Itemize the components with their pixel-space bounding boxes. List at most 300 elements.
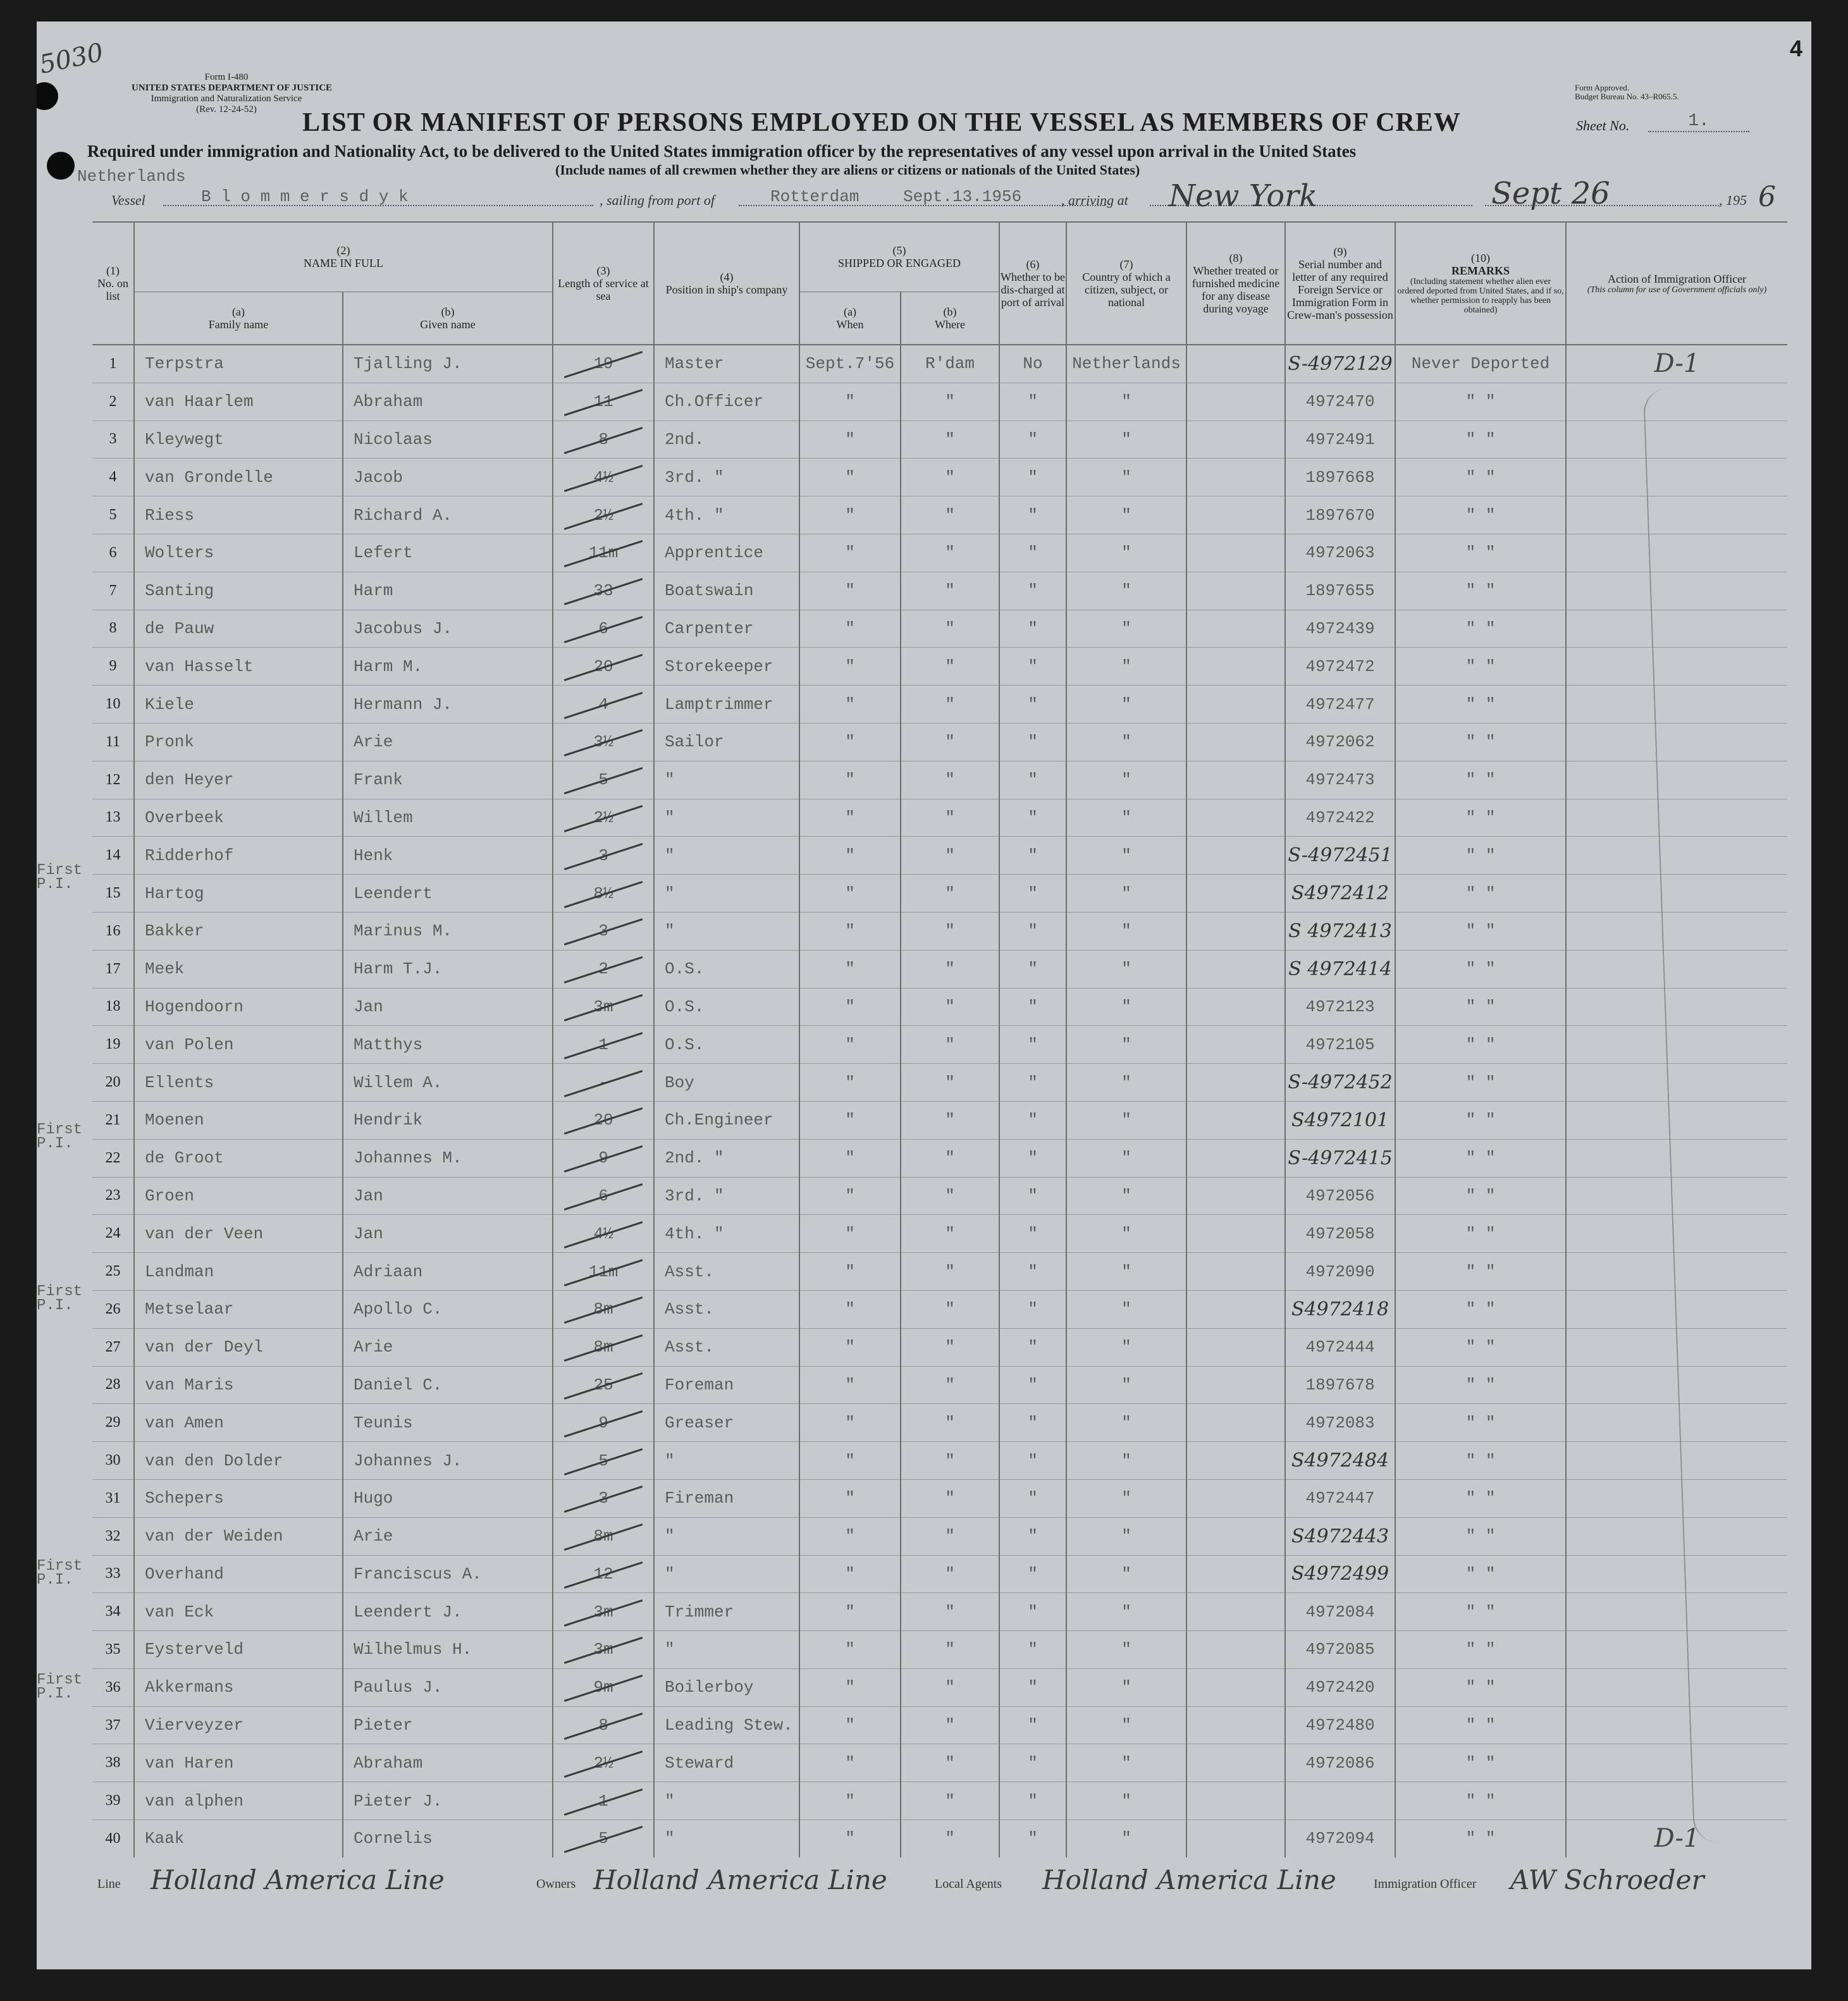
medicine-treated	[1186, 1631, 1285, 1669]
family-name: Kaak	[134, 1820, 343, 1857]
given-name: Johannes J.	[343, 1442, 553, 1480]
footer-signatures	[37, 1864, 1811, 1902]
crew-row	[92, 1442, 1787, 1480]
family-name: van Eck	[134, 1593, 343, 1631]
crew-row	[92, 1215, 1787, 1253]
service-length: 11m	[553, 1253, 654, 1291]
serial-number: 1897678	[1285, 1366, 1395, 1404]
remarks: " "	[1395, 1555, 1566, 1593]
country: "	[1066, 912, 1186, 950]
crew-row	[92, 345, 1787, 383]
family-name: Terpstra	[134, 345, 343, 383]
immigration-action	[1566, 1404, 1787, 1442]
sailing-date: Sept.13.1956	[903, 187, 1022, 206]
serial-number: 4972090	[1285, 1253, 1395, 1291]
given-name: Apollo C.	[343, 1290, 553, 1328]
remarks: " "	[1395, 988, 1566, 1026]
family-name: den Heyer	[134, 761, 343, 799]
discharge-status: "	[999, 723, 1066, 761]
shipped-when: "	[799, 875, 901, 913]
medicine-treated	[1186, 421, 1285, 459]
family-name: Vierveyzer	[134, 1706, 343, 1744]
shipped-where: "	[901, 459, 999, 496]
pencil-check-mark	[564, 351, 643, 378]
service-length: 2½	[553, 1744, 654, 1782]
remarks: " "	[1395, 1290, 1566, 1328]
pencil-check-mark	[564, 1070, 643, 1097]
local-agents-label: Local Agents	[935, 1877, 1002, 1891]
country: "	[1066, 1101, 1186, 1139]
pencil-check-mark	[564, 616, 643, 643]
given-name: Jan	[343, 988, 553, 1026]
shipped-when: "	[799, 686, 901, 723]
given-name: Franciscus A.	[343, 1555, 553, 1593]
medicine-treated	[1186, 686, 1285, 723]
col-when-header: (a) When	[799, 292, 901, 345]
medicine-treated	[1186, 383, 1285, 421]
country: "	[1066, 1782, 1186, 1820]
medicine-treated	[1186, 1442, 1285, 1480]
shipped-where: "	[901, 875, 999, 913]
shipped-where: "	[901, 648, 999, 686]
shipped-when: "	[799, 383, 901, 421]
shipped-where: "	[901, 1593, 999, 1631]
shipped-where: "	[901, 1026, 999, 1064]
crew-row	[92, 1706, 1787, 1744]
discharge-status: "	[999, 383, 1066, 421]
shipped-where: "	[901, 686, 999, 723]
discharge-status: "	[999, 459, 1066, 496]
family-name: Kiele	[134, 686, 343, 723]
medicine-treated	[1186, 875, 1285, 913]
year-suffix: 6	[1758, 181, 1776, 213]
given-name: Harm	[343, 572, 553, 610]
remarks: " "	[1395, 1328, 1566, 1366]
shipped-where: "	[901, 761, 999, 799]
medicine-treated	[1186, 761, 1285, 799]
crew-number: 5	[92, 496, 134, 534]
discharge-status: "	[999, 988, 1066, 1026]
immigration-action	[1566, 1744, 1787, 1782]
remarks: " "	[1395, 1668, 1566, 1706]
medicine-treated	[1186, 1101, 1285, 1139]
shipped-where: "	[901, 723, 999, 761]
shipped-where: "	[901, 1101, 999, 1139]
country: "	[1066, 1555, 1186, 1593]
discharge-status: "	[999, 799, 1066, 837]
remarks: " "	[1395, 1026, 1566, 1064]
pencil-check-mark	[564, 465, 643, 492]
position: 3rd. "	[654, 1177, 799, 1215]
serial-number: S-4972129	[1285, 345, 1395, 383]
shipped-when: "	[799, 1253, 901, 1291]
discharge-status: "	[999, 837, 1066, 875]
family-name: Overhand	[134, 1555, 343, 1593]
crew-row	[92, 459, 1787, 496]
country: "	[1066, 1479, 1186, 1517]
family-name: de Groot	[134, 1139, 343, 1177]
crew-row	[92, 1782, 1787, 1820]
col-action-header: Action of Immigration Officer (This column for use of Government officials only)	[1566, 222, 1787, 345]
crew-table	[92, 221, 1787, 1857]
discharge-status: "	[999, 1555, 1066, 1593]
family-name: Santing	[134, 572, 343, 610]
discharge-status: "	[999, 1706, 1066, 1744]
discharge-status: "	[999, 1820, 1066, 1857]
discharge-status: "	[999, 496, 1066, 534]
crew-number: 15	[92, 875, 134, 913]
shipped-when: "	[799, 950, 901, 988]
given-name: Arie	[343, 1517, 553, 1555]
remarks: " "	[1395, 610, 1566, 648]
crew-number: 4	[92, 459, 134, 496]
form-identification	[132, 72, 333, 115]
immigration-action	[1566, 459, 1787, 496]
crew-row	[92, 1631, 1787, 1669]
pencil-check-mark	[564, 654, 643, 681]
crew-row	[92, 1026, 1787, 1064]
pencil-check-mark	[564, 881, 643, 908]
crew-row	[92, 1593, 1787, 1631]
shipped-when: "	[799, 1215, 901, 1253]
immigration-action	[1566, 1631, 1787, 1669]
family-name: Pronk	[134, 723, 343, 761]
immigration-action	[1566, 496, 1787, 534]
medicine-treated	[1186, 648, 1285, 686]
discharge-status: "	[999, 1668, 1066, 1706]
given-name: Arie	[343, 723, 553, 761]
position: Steward	[654, 1744, 799, 1782]
shipped-when: "	[799, 421, 901, 459]
pencil-check-mark	[564, 1107, 643, 1135]
position: "	[654, 1555, 799, 1593]
position: O.S.	[654, 950, 799, 988]
medicine-treated	[1186, 837, 1285, 875]
pencil-check-mark	[564, 767, 643, 794]
position: 2nd.	[654, 421, 799, 459]
remarks: " "	[1395, 837, 1566, 875]
discharge-status: "	[999, 1139, 1066, 1177]
crew-row	[92, 723, 1787, 761]
country: "	[1066, 1253, 1186, 1291]
country: "	[1066, 383, 1186, 421]
col-no-header: (1) No. on list	[92, 222, 134, 345]
crew-row	[92, 1253, 1787, 1291]
crew-number: 26	[92, 1290, 134, 1328]
crew-number: 8	[92, 610, 134, 648]
pencil-check-mark	[564, 1675, 643, 1702]
country: "	[1066, 534, 1186, 572]
shipped-when: "	[799, 1631, 901, 1669]
shipped-when: "	[799, 1026, 901, 1064]
col-country-header: (7) Country of which a citizen, subject, or national	[1066, 222, 1186, 345]
crew-row	[92, 950, 1787, 988]
family-name: van Polen	[134, 1026, 343, 1064]
pencil-check-mark	[564, 1751, 643, 1778]
country: "	[1066, 1668, 1186, 1706]
country: "	[1066, 1026, 1186, 1064]
owners-signature: Holland America Line	[593, 1864, 887, 1895]
serial-number: S4972499	[1285, 1555, 1395, 1593]
discharge-status: "	[999, 1593, 1066, 1631]
given-name: Teunis	[343, 1404, 553, 1442]
medicine-treated	[1186, 459, 1285, 496]
shipped-when: "	[799, 1593, 901, 1631]
given-name: Paulus J.	[343, 1668, 553, 1706]
pencil-check-mark	[564, 389, 643, 416]
given-name: Jan	[343, 1177, 553, 1215]
remarks: " "	[1395, 950, 1566, 988]
shipped-when: "	[799, 572, 901, 610]
family-name: Wolters	[134, 534, 343, 572]
country: "	[1066, 837, 1186, 875]
position: "	[654, 837, 799, 875]
serial-number: 4972063	[1285, 534, 1395, 572]
service-length: 8½	[553, 875, 654, 913]
crew-number: 13	[92, 799, 134, 837]
immigration-action	[1566, 1555, 1787, 1593]
arriving-port: New York	[1169, 178, 1318, 214]
position: Asst.	[654, 1328, 799, 1366]
owners-label: Owners	[536, 1877, 576, 1891]
medicine-treated	[1186, 610, 1285, 648]
crew-row	[92, 1479, 1787, 1517]
medicine-treated	[1186, 950, 1285, 988]
position: 4th. "	[654, 1215, 799, 1253]
medicine-treated	[1186, 1517, 1285, 1555]
family-name: de Pauw	[134, 610, 343, 648]
immigration-action: D-1	[1566, 345, 1787, 383]
immigration-officer-label: Immigration Officer	[1374, 1877, 1477, 1891]
medicine-treated	[1186, 1782, 1285, 1820]
given-name: Nicolaas	[343, 421, 553, 459]
country: "	[1066, 496, 1186, 534]
serial-number: S4972418	[1285, 1290, 1395, 1328]
pencil-check-mark	[564, 1334, 643, 1362]
position: Lamptrimmer	[654, 686, 799, 723]
pencil-check-mark	[564, 805, 643, 832]
service-length: 4½	[553, 459, 654, 496]
crew-number: 34	[92, 1593, 134, 1631]
shipped-where: "	[901, 1555, 999, 1593]
col-position-header: (4) Position in ship's company	[654, 222, 799, 345]
pencil-check-mark	[564, 1145, 643, 1173]
shipped-where: "	[901, 572, 999, 610]
shipped-when: "	[799, 1366, 901, 1404]
serial-number: 4972086	[1285, 1744, 1395, 1782]
crew-number: 10	[92, 686, 134, 723]
service-length: 3	[553, 1479, 654, 1517]
pencil-check-mark	[564, 729, 643, 756]
country: "	[1066, 1366, 1186, 1404]
family-name: Schepers	[134, 1479, 343, 1517]
discharge-status: "	[999, 1744, 1066, 1782]
position: "	[654, 761, 799, 799]
crew-number: 29	[92, 1404, 134, 1442]
margin-note-first-pi: First P.I.	[37, 1558, 83, 1589]
family-name: van Amen	[134, 1404, 343, 1442]
shipped-when: "	[799, 799, 901, 837]
immigration-action	[1566, 1442, 1787, 1480]
col-remarks-header: (10) REMARKS (Including statement whether alien ever ordered deported from United States, and if so, whether permission to reapply has been obtained)	[1395, 222, 1566, 345]
punch-hole	[47, 152, 75, 180]
pencil-check-mark	[564, 918, 643, 945]
immigration-action	[1566, 1668, 1787, 1706]
given-name: Willem	[343, 799, 553, 837]
remarks: " "	[1395, 648, 1566, 686]
shipped-when: "	[799, 459, 901, 496]
service-length: 12	[553, 1555, 654, 1593]
remarks: " "	[1395, 496, 1566, 534]
position: Boilerboy	[654, 1668, 799, 1706]
remarks: " "	[1395, 1442, 1566, 1480]
crew-number: 17	[92, 950, 134, 988]
shipped-where: "	[901, 1177, 999, 1215]
pencil-check-mark	[564, 1524, 643, 1551]
shipped-when: "	[799, 1744, 901, 1782]
family-name: Ridderhof	[134, 837, 343, 875]
serial-number: 4972480	[1285, 1706, 1395, 1744]
crew-number: 35	[92, 1631, 134, 1669]
crew-row	[92, 837, 1787, 875]
shipped-where: "	[901, 534, 999, 572]
crew-row	[92, 1517, 1787, 1555]
shipped-when: "	[799, 761, 901, 799]
discharge-status: "	[999, 1366, 1066, 1404]
margin-note-first-pi: First P.I.	[37, 1121, 83, 1152]
crew-row	[92, 1820, 1787, 1857]
country: "	[1066, 761, 1186, 799]
service-length: 2	[553, 950, 654, 988]
position: Master	[654, 345, 799, 383]
serial-number: 4972447	[1285, 1479, 1395, 1517]
crew-row	[92, 1101, 1787, 1139]
country: "	[1066, 875, 1186, 913]
position: Asst.	[654, 1290, 799, 1328]
given-name: Leendert J.	[343, 1593, 553, 1631]
shipped-where: "	[901, 421, 999, 459]
crew-number: 12	[92, 761, 134, 799]
service-length: 5	[553, 1820, 654, 1857]
serial-number: 4972444	[1285, 1328, 1395, 1366]
crew-number: 20	[92, 1064, 134, 1102]
crew-number: 16	[92, 912, 134, 950]
crew-number: 27	[92, 1328, 134, 1366]
family-name: van der Deyl	[134, 1328, 343, 1366]
service-length: 9	[553, 1404, 654, 1442]
revision-date: (Rev. 12-24-52)	[196, 104, 257, 114]
page-subtitle: Required under immigration and Nationality Act, to be delivered to the United States immigration officer by the representatives of any vessel upon arrival in the United States	[87, 142, 1357, 161]
col-serial-header: (9) Serial number and letter of any required Foreign Service or Immigration Form in Crew-man's possession	[1285, 222, 1395, 345]
crew-number: 3	[92, 421, 134, 459]
position: "	[654, 1442, 799, 1480]
discharge-status: "	[999, 761, 1066, 799]
discharge-status: "	[999, 875, 1066, 913]
serial-number: 4972439	[1285, 610, 1395, 648]
local-agents-signature: Holland America Line	[1042, 1864, 1336, 1895]
position: 3rd. "	[654, 459, 799, 496]
crew-number: 22	[92, 1139, 134, 1177]
shipped-when: "	[799, 1290, 901, 1328]
serial-number: 4972062	[1285, 723, 1395, 761]
serial-number: 1897670	[1285, 496, 1395, 534]
medicine-treated	[1186, 1555, 1285, 1593]
family-name: Hogendoorn	[134, 988, 343, 1026]
crew-number: 11	[92, 723, 134, 761]
given-name: Richard A.	[343, 496, 553, 534]
position: 2nd. "	[654, 1139, 799, 1177]
shipped-where: "	[901, 1820, 999, 1857]
shipped-where: "	[901, 988, 999, 1026]
shipped-where: "	[901, 496, 999, 534]
medicine-treated	[1186, 1593, 1285, 1631]
service-length: 8	[553, 421, 654, 459]
serial-number: S-4972452	[1285, 1064, 1395, 1102]
pencil-check-mark	[564, 1713, 643, 1740]
shipped-when: "	[799, 610, 901, 648]
pencil-check-mark	[564, 1183, 643, 1210]
service-length: 20	[553, 1101, 654, 1139]
discharge-status: "	[999, 1177, 1066, 1215]
given-name: Henk	[343, 837, 553, 875]
discharge-status: "	[999, 912, 1066, 950]
position: Sailor	[654, 723, 799, 761]
family-name: Overbeek	[134, 799, 343, 837]
vessel-label: Vessel	[111, 192, 145, 208]
family-name: van der Weiden	[134, 1517, 343, 1555]
crew-number: 37	[92, 1706, 134, 1744]
medicine-treated	[1186, 345, 1285, 383]
family-name: Moenen	[134, 1101, 343, 1139]
shipped-where: "	[901, 1442, 999, 1480]
immigration-action	[1566, 1782, 1787, 1820]
shipped-where: "	[901, 1706, 999, 1744]
crew-row	[92, 610, 1787, 648]
shipped-when: "	[799, 988, 901, 1026]
serial-number: 4972422	[1285, 799, 1395, 837]
given-name: Hugo	[343, 1479, 553, 1517]
medicine-treated	[1186, 1820, 1285, 1857]
medicine-treated	[1186, 496, 1285, 534]
discharge-status: "	[999, 686, 1066, 723]
service-length: 3½	[553, 723, 654, 761]
position: Apprentice	[654, 534, 799, 572]
shipped-where: "	[901, 1404, 999, 1442]
serial-number: 1897668	[1285, 459, 1395, 496]
immigration-action	[1566, 1479, 1787, 1517]
shipped-when: "	[799, 1442, 901, 1480]
position: "	[654, 1631, 799, 1669]
pencil-check-mark	[564, 503, 643, 530]
shipped-when: "	[799, 1139, 901, 1177]
remarks: " "	[1395, 421, 1566, 459]
crew-row	[92, 1668, 1787, 1706]
remarks: " "	[1395, 1631, 1566, 1669]
medicine-treated	[1186, 1177, 1285, 1215]
shipped-where: "	[901, 610, 999, 648]
remarks: " "	[1395, 686, 1566, 723]
budget-bureau-number: Budget Bureau No. 43–R065.5.	[1575, 92, 1679, 101]
medicine-treated	[1186, 1290, 1285, 1328]
remarks: " "	[1395, 1215, 1566, 1253]
serial-number: S4972412	[1285, 875, 1395, 913]
family-name: van alphen	[134, 1782, 343, 1820]
serial-number: S4972101	[1285, 1101, 1395, 1139]
discharge-status: "	[999, 572, 1066, 610]
sheet-number: 1.	[1648, 111, 1749, 132]
remarks: " "	[1395, 534, 1566, 572]
medicine-treated	[1186, 1668, 1285, 1706]
